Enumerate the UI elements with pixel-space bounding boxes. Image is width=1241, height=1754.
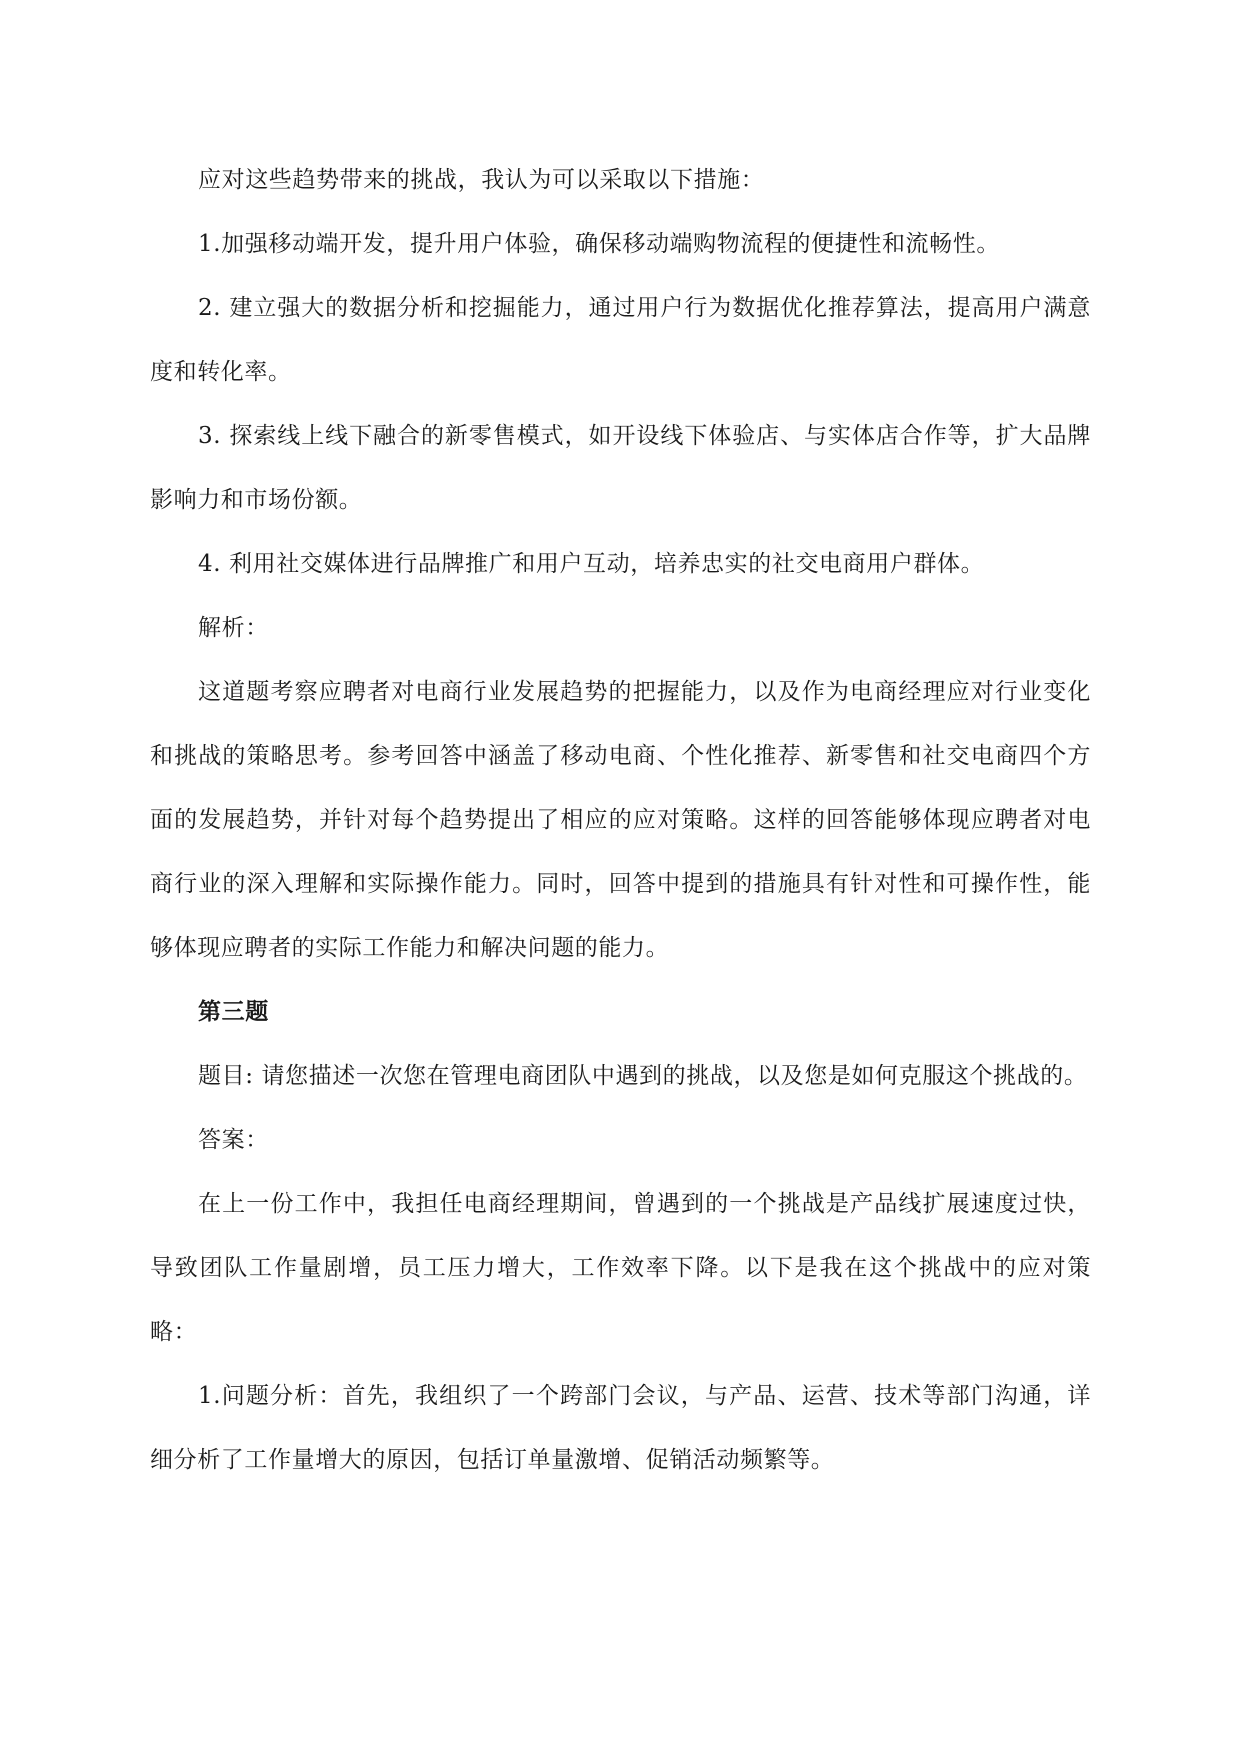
question-paragraph: 题目: 请您描述一次您在管理电商团队中遇到的挑战，以及您是如何克服这个挑战的。 xyxy=(198,1063,1088,1089)
paragraph-measure-2: 2. 建立强大的数据分析和挖掘能力，通过用户行为数据优化推荐算法，提高用户满意度和转化率。 xyxy=(150,295,1091,385)
paragraph-measure-1: 1.加强移动端开发，提升用户体验，确保移动端购物流程的便捷性和流畅性。 xyxy=(198,231,1000,257)
answer-paragraph: 在上一份工作中，我担任电商经理期间，曾遇到的一个挑战是产品线扩展速度过快，导致团队工作量剧增，员工压力增大，工作效率下降。以下是我在这个挑战中的应对策略： xyxy=(150,1191,1091,1345)
answer-step-1: 1.问题分析：首先，我组织了一个跨部门会议，与产品、运营、技术等部门沟通，详细分析了工作量增大的原因，包括订单量激增、促销活动频繁等。 xyxy=(150,1383,1091,1473)
section-heading: 第三题 xyxy=(198,999,269,1025)
answer-label: 答案： xyxy=(198,1127,269,1153)
paragraph-measure-3: 3. 探索线上线下融合的新零售模式，如开设线下体验店、与实体店合作等，扩大品牌影响力和市场份额。 xyxy=(150,423,1091,513)
paragraph-measure-4: 4. 利用社交媒体进行品牌推广和用户互动，培养忠实的社交电商用户群体。 xyxy=(198,551,985,577)
paragraph-intro: 应对这些趋势带来的挑战，我认为可以采取以下措施： xyxy=(198,167,765,193)
analysis-label: 解析： xyxy=(198,615,269,641)
analysis-paragraph: 这道题考察应聘者对电商行业发展趋势的把握能力，以及作为电商经理应对行业变化和挑战的策略思考。参考回答中涵盖了移动电商、个性化推荐、新零售和社交电商四个方面的发展趋势，并针对每个趋势提出了相应的应对策略。这样的回答能够体现应聘者对电商行业的深入理解和实际操作能力。同时，回答中提到的措施具有针对性和可操作性，能够体现应聘者的实际工作能力和解决问题的能力。 xyxy=(150,679,1091,961)
